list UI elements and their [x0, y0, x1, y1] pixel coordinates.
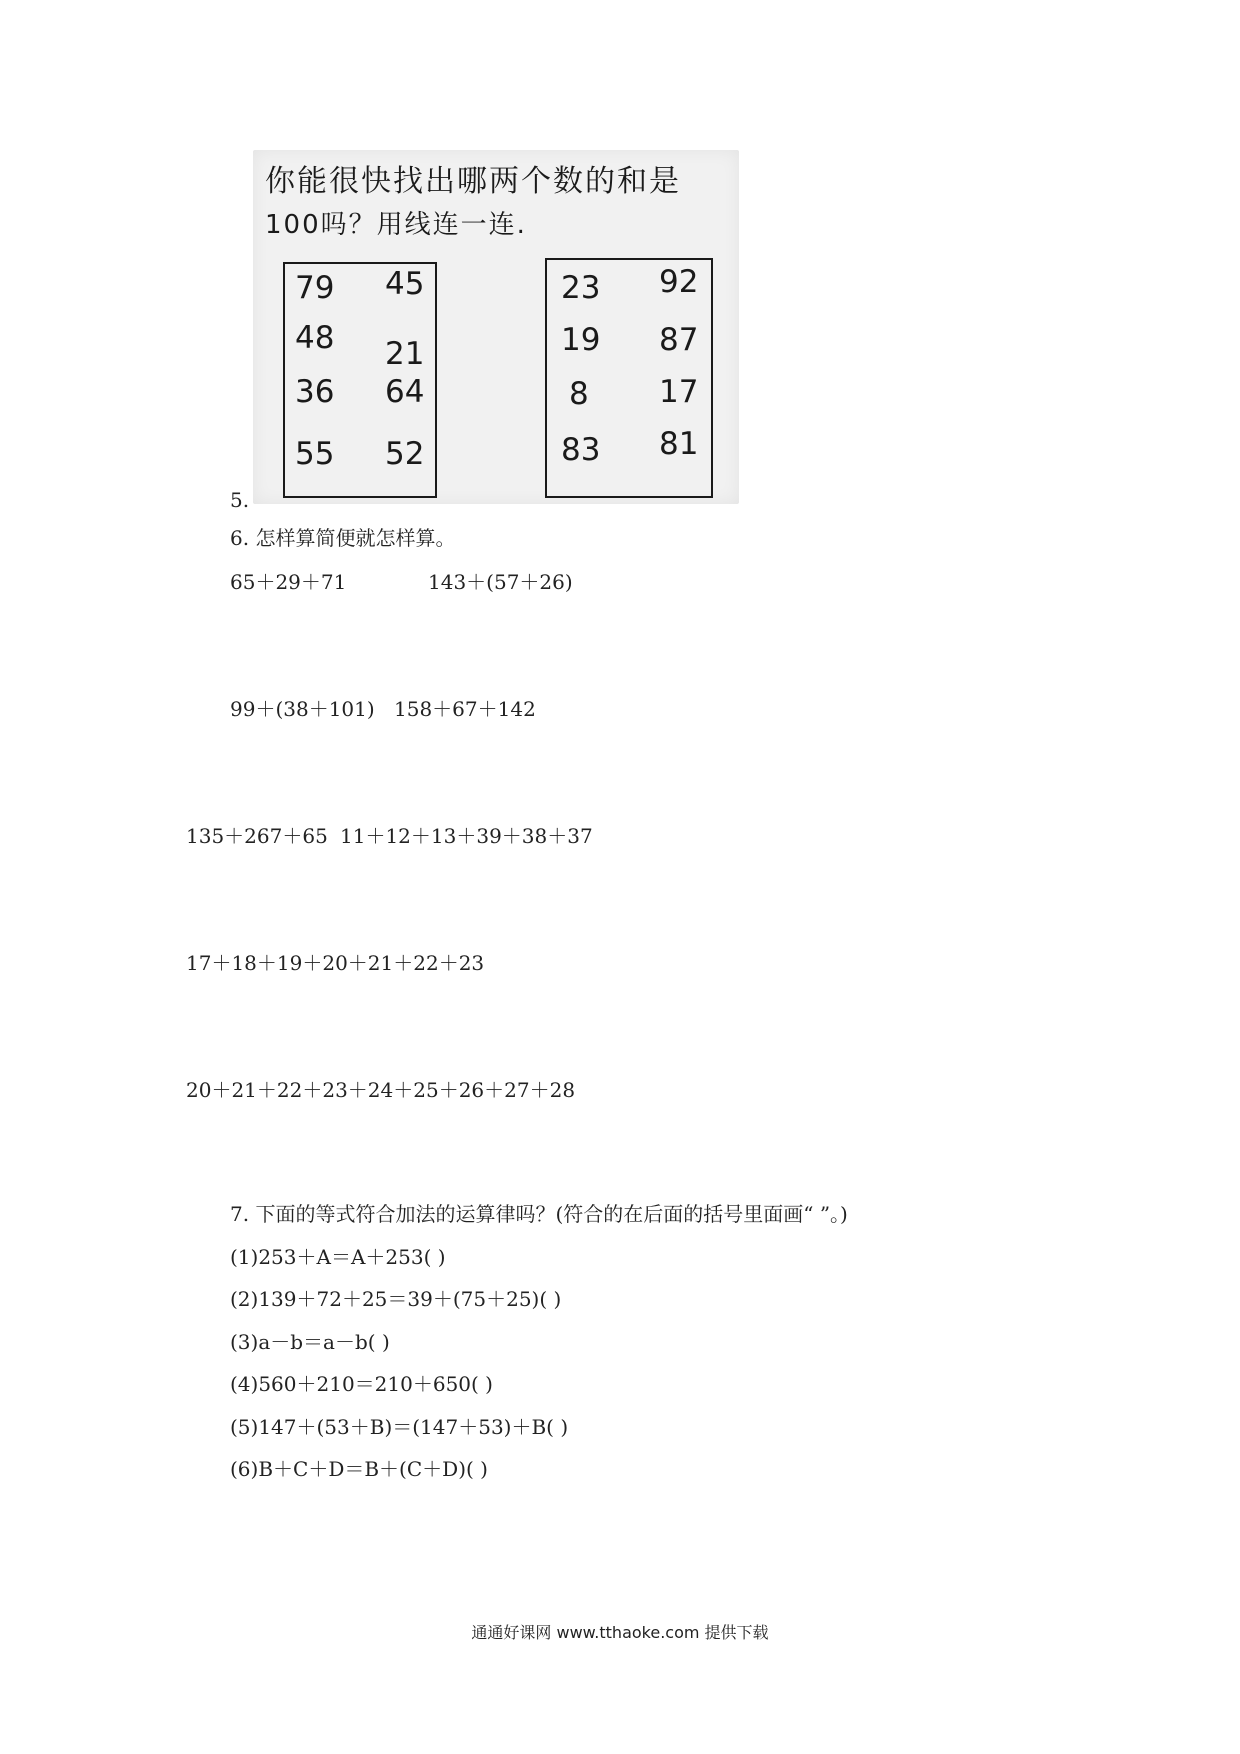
photo-number: 21 — [385, 336, 425, 372]
equation-item: (5)147＋(53＋B)＝(147＋53)＋B( ) — [230, 1415, 569, 1439]
photo-number: 92 — [659, 264, 699, 300]
photo-number: 64 — [385, 374, 425, 410]
expression: 135＋267＋65 — [186, 824, 328, 848]
photo-number: 45 — [385, 266, 425, 302]
expression: 143＋(57＋26) — [428, 570, 573, 594]
expression: 158＋67＋142 — [394, 697, 536, 721]
photo-number: 19 — [561, 322, 601, 358]
question-7-title: 7. 下面的等式符合加法的运算律吗？(符合的在后面的括号里面画“ ”。) — [230, 1202, 848, 1226]
photo-number: 79 — [295, 270, 335, 306]
right-number-box — [545, 258, 713, 498]
question-5-photo — [253, 150, 739, 504]
photo-number: 81 — [659, 426, 699, 462]
photo-instruction-line-1: 你能很快找出哪两个数的和是 — [265, 164, 681, 199]
question-5-number: 5. — [230, 488, 250, 512]
equation-item: (1)253＋A＝A＋253( ) — [230, 1245, 446, 1269]
photo-number: 36 — [295, 374, 335, 410]
question-6-title: 6. 怎样算简便就怎样算。 — [230, 526, 456, 550]
photo-number: 23 — [561, 270, 601, 306]
expression: 65＋29＋71 — [230, 570, 347, 594]
equation-item: (6)B＋C＋D＝B＋(C＋D)( ) — [230, 1457, 488, 1481]
page-footer: 通通好课网 www.tthaoke.com 提供下载 — [471, 1623, 769, 1642]
photo-number: 52 — [385, 436, 425, 472]
photo-number: 87 — [659, 322, 699, 358]
photo-instruction-line-2: 100吗？用线连一连. — [265, 210, 527, 240]
photo-number: 55 — [295, 436, 335, 472]
expression: 11＋12＋13＋39＋38＋37 — [340, 824, 593, 848]
photo-number: 8 — [569, 376, 589, 412]
expression: 99＋(38＋101) — [230, 697, 375, 721]
photo-number: 17 — [659, 374, 699, 410]
photo-number: 83 — [561, 432, 601, 468]
equation-item: (2)139＋72＋25＝39＋(75＋25)( ) — [230, 1287, 562, 1311]
left-number-box — [283, 262, 437, 498]
photo-number: 48 — [295, 320, 335, 356]
expression: 20＋21＋22＋23＋24＋25＋26＋27＋28 — [186, 1078, 576, 1102]
expression: 17＋18＋19＋20＋21＋22＋23 — [186, 951, 485, 975]
equation-item: (3)a－b＝a－b( ) — [230, 1330, 390, 1354]
equation-item: (4)560＋210＝210＋650( ) — [230, 1372, 493, 1396]
